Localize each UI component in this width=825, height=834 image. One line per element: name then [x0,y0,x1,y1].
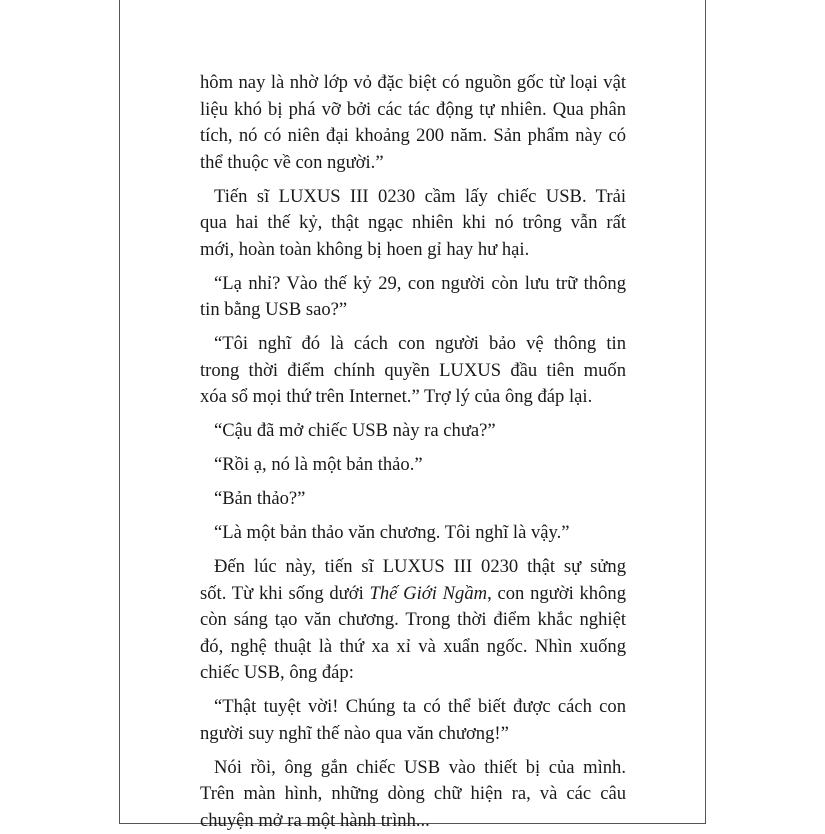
paragraph [200,520,626,547]
text-line: mới, hoàn toàn không bị hoen gỉ hay hư hại. [186,237,626,264]
text-line: người suy nghĩ thế nào qua văn chương!” [186,721,626,748]
paragraph [200,184,626,264]
text-line: Trên màn hình, những dòng chữ hiện ra, và các câu [186,781,626,808]
paragraph [200,418,626,445]
text-line: còn sáng tạo văn chương. Trong thời điểm khắc nghiệt [186,607,626,634]
text-segment: , con người không [487,583,626,604]
text-line: đó, nghệ thuật là thứ xa xỉ và xuẩn ngốc. Nhìn xuống [186,634,626,661]
text-line: “Cậu đã mở chiếc USB này ra chưa?” [200,418,626,445]
text-line: hôm nay là nhờ lớp vỏ đặc biệt có nguồn gốc từ loại vật [200,70,626,97]
paragraph [200,755,626,834]
text-line: liệu khó bị phá vỡ bởi các tác động tự nhiên. Qua phân [200,97,626,124]
text-line: chiếc USB, ông đáp: [186,660,626,687]
text-line: “Thật tuyệt vời! Chúng ta có thể biết được cách con [200,694,626,721]
text-line: trong thời điểm chính quyền LUXUS đầu tiên muốn [186,358,626,385]
text-line: Nói rồi, ông gắn chiếc USB vào thiết bị của mình. [200,755,626,782]
text-line: “Bản thảo?” [200,486,626,513]
text-line: xóa sổ mọi thứ trên Internet.” Trợ lý của ông đáp lại. [186,384,626,411]
paragraph [200,452,626,479]
text-line: “Là một bản thảo văn chương. Tôi nghĩ là vậy.” [200,520,626,547]
paragraph [200,486,626,513]
book-page [119,0,706,824]
text-line: qua hai thế kỷ, thật ngạc nhiên khi nó trông vẫn rất [186,210,626,237]
book-title-italic: Thế Giới Ngầm [370,583,488,604]
text-line: Đến lúc này, tiến sĩ LUXUS III 0230 thật sự sửng [200,554,626,581]
text-segment: sốt. Từ khi sống dưới [200,583,370,604]
text-line [186,581,626,608]
text-line: Tiến sĩ LUXUS III 0230 cầm lấy chiếc USB. Trải [200,184,626,211]
text-line: tin bằng USB sao?” [186,297,626,324]
text-line: thể thuộc về con người.” [200,150,626,177]
text-line: “Tôi nghĩ đó là cách con người bảo vệ thông tin [200,331,626,358]
text-line: tích, nó có niên đại khoảng 200 năm. Sản phẩm này có [200,123,626,150]
text-line: “Rồi ạ, nó là một bản thảo.” [200,452,626,479]
paragraph [200,331,626,411]
text-line: chuyện mở ra một hành trình... [186,808,626,834]
text-line: “Lạ nhỉ? Vào thế kỷ 29, con người còn lưu trữ thông [200,271,626,298]
paragraph [200,70,626,176]
page-text [200,70,626,834]
paragraph [200,554,626,687]
paragraph [200,271,626,324]
paragraph [200,694,626,747]
